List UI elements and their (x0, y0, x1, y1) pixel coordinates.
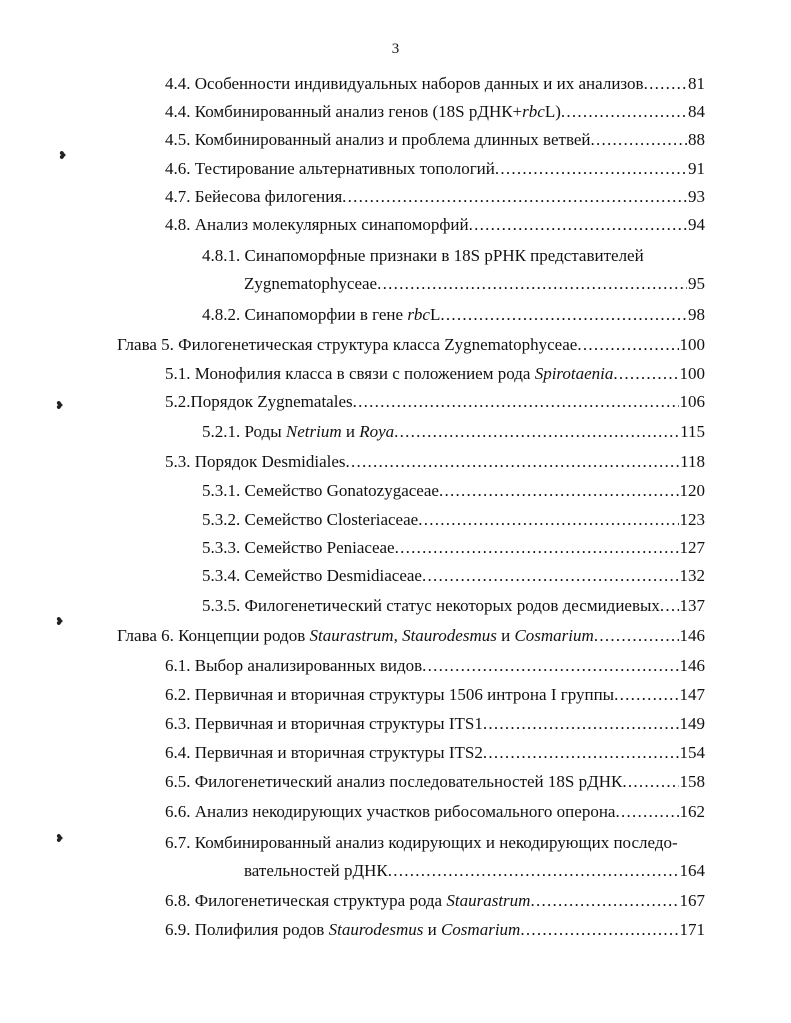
toc-title-part: 5.3. Порядок Desmidiales (165, 452, 346, 471)
toc-title-part: 4.8. Анализ молекулярных синапоморфий (165, 215, 469, 234)
toc-title-part: 6.6. Анализ некодирующих участков рибосомального оперона (165, 802, 616, 821)
toc-entry (202, 508, 705, 532)
toc-entry (165, 390, 705, 414)
dot-leader (530, 889, 678, 913)
toc-entry-title (165, 100, 561, 124)
toc-title-part: 5.3.3. Семейство Peniaceae (202, 538, 395, 557)
toc-title-part: 4.8.1. Синапоморфные признаки в 18S рРНК представителей (202, 246, 644, 265)
toc-page-number: 94 (688, 215, 705, 234)
toc-page-number: 171 (679, 920, 705, 939)
toc-title-part: 6.2. Первичная и вторичная структуры 1506 интрона I группы (165, 685, 615, 704)
toc-entry (117, 624, 705, 648)
toc-page-number: 100 (679, 364, 705, 383)
toc-title-part: 4.6. Тестирование альтернативных топологий (165, 159, 495, 178)
toc-title-part: 5.3.2. Семейство Closteriaceae (202, 510, 419, 529)
dot-leader (422, 654, 678, 678)
dot-leader (615, 800, 678, 824)
toc-entry (165, 362, 705, 386)
toc-page-number: 127 (679, 538, 705, 557)
toc-entry-title (117, 333, 577, 357)
toc-entry (165, 889, 705, 913)
toc-entry-title (202, 536, 395, 560)
toc-title-part: и (496, 626, 515, 645)
toc-page-number: 149 (679, 714, 705, 733)
toc-entry (202, 594, 705, 618)
toc-title-part: 6.9. Полифилия родов (165, 920, 329, 939)
toc-page-number: 88 (688, 130, 705, 149)
toc-entry (117, 333, 705, 357)
toc-entry (165, 712, 705, 736)
toc-entry (244, 859, 705, 883)
margin-mark-3: ❥ (55, 616, 65, 628)
toc-page-number: 106 (679, 392, 705, 411)
dot-leader (660, 594, 679, 618)
toc-entry-title (165, 831, 678, 855)
toc-title-part: 6.5. Филогенетический анализ последовательностей 18S рДНК (165, 772, 623, 791)
dot-leader (469, 213, 687, 237)
toc-entry (165, 128, 705, 152)
toc-entry-title (165, 157, 495, 181)
toc-entry-title (244, 859, 388, 883)
toc-entry (202, 244, 644, 268)
dot-leader (495, 157, 687, 181)
toc-title-part: 5.3.5. Филогенетический статус некоторых родов десмидиевых (202, 596, 660, 615)
toc-title-part: Staurodesmus (402, 626, 497, 645)
toc-page-number: 147 (679, 685, 705, 704)
toc-page-number: 167 (679, 891, 705, 910)
toc-entry-title (165, 213, 469, 237)
toc-title-part: Spirotaenia (534, 364, 614, 383)
toc-entry-title (202, 564, 422, 588)
toc-title-part: 6.8. Филогенетическая структура рода (165, 891, 447, 910)
toc-page-number: 100 (679, 335, 705, 354)
toc-entry (165, 654, 705, 678)
toc-entry (165, 800, 705, 824)
toc-title-part: Staurodesmus (328, 920, 424, 939)
toc-page-number: 164 (679, 861, 705, 880)
toc-entry-title (165, 918, 520, 942)
toc-page-number: 115 (680, 422, 705, 441)
toc-entry-title (165, 185, 342, 209)
toc-entry-title (244, 272, 377, 296)
toc-entry (202, 479, 705, 503)
dot-leader (613, 362, 678, 386)
toc-title-part: Zygnematophyceae (244, 274, 378, 293)
dot-leader (644, 72, 687, 96)
toc-title-part: Глава 6. Концепции родов (117, 626, 310, 645)
toc-title-part: 5.1. Монофилия класса в связи с положением рода (165, 364, 535, 383)
toc-title-part: 5.2.Порядок Zygnematales (165, 392, 353, 411)
toc-title-part: rbc (407, 305, 430, 324)
dot-leader (418, 508, 678, 532)
margin-mark-1: ❥ (58, 150, 68, 162)
toc-page-number: 132 (679, 566, 705, 585)
dot-leader (346, 450, 680, 474)
dot-leader (591, 128, 687, 152)
toc-title-part: , (393, 626, 403, 645)
dot-leader (439, 479, 679, 503)
dot-leader (622, 770, 678, 794)
toc-title-part: 4.7. Бейесова филогения (165, 187, 343, 206)
toc-entry (165, 741, 705, 765)
toc-entry (165, 157, 705, 181)
toc-title-part: Roya (359, 422, 395, 441)
toc-title-part: 6.1. Выбор анализированных видов (165, 656, 423, 675)
dot-leader (577, 333, 678, 357)
toc-title-part: 4.4. Комбинированный анализ генов (18S рДНК+ (165, 102, 523, 121)
toc-title-part: 4.5. Комбинированный анализ и проблема длинных ветвей (165, 130, 591, 149)
toc-entry-title (165, 683, 614, 707)
toc-title-part: Cosmarium (514, 626, 594, 645)
toc-entry-title (165, 770, 622, 794)
toc-entry-title (165, 450, 346, 474)
toc-page-number: 146 (679, 626, 705, 645)
toc-entry (202, 536, 705, 560)
toc-title-part: 5.3.4. Семейство Desmidiaceae (202, 566, 422, 585)
toc-entry-title (202, 594, 660, 618)
toc-title-part: 6.4. Первичная и вторичная структуры ITS2 (165, 743, 483, 762)
toc-entry-title (202, 479, 439, 503)
toc-entry-title (165, 128, 591, 152)
toc-entry-title (202, 244, 644, 268)
toc-page-number: 84 (688, 102, 705, 121)
toc-entry (202, 564, 705, 588)
page-number: 3 (391, 41, 400, 57)
toc-entry-title (165, 800, 615, 824)
toc-page-number: 93 (688, 187, 705, 206)
dot-leader (353, 390, 679, 414)
toc-entry-title (165, 654, 422, 678)
toc-entry (165, 185, 705, 209)
toc-entry-title (165, 712, 483, 736)
toc-page-number: 146 (679, 656, 705, 675)
dot-leader (342, 185, 687, 209)
margin-mark-4: ❥ (55, 833, 65, 845)
toc-page-number: 81 (688, 74, 705, 93)
toc-title-part: 5.2.1. Роды (202, 422, 286, 441)
toc-title-part: L (429, 305, 441, 324)
toc-entry (165, 100, 705, 124)
toc-page-number: 95 (688, 274, 705, 293)
toc-title-part: Staurastrum (309, 626, 394, 645)
toc-title-part: 5.3.1. Семейство Gonatozygaceae (202, 481, 439, 500)
toc-entry (165, 918, 705, 942)
margin-mark-2: ❥ (55, 400, 65, 412)
toc-entry (165, 72, 705, 96)
dot-leader (395, 536, 679, 560)
toc-entry-title (165, 72, 644, 96)
toc-entry (165, 831, 678, 855)
dot-leader (377, 272, 687, 296)
toc-title-part: Staurastrum (446, 891, 531, 910)
dot-leader (422, 564, 679, 588)
toc-entry-title (117, 624, 594, 648)
toc-page-number: 118 (680, 452, 705, 471)
toc-page-number: 120 (679, 481, 705, 500)
toc-entry (165, 213, 705, 237)
toc-entry-title (165, 362, 613, 386)
toc-title-part: Netrium (285, 422, 342, 441)
toc-title-part: вательностей рДНК (244, 861, 388, 880)
dot-leader (614, 683, 678, 707)
dot-leader (520, 918, 678, 942)
toc-entry (165, 770, 705, 794)
toc-page-number: 154 (679, 743, 705, 762)
toc-entry-title (202, 303, 440, 327)
toc-entry-title (165, 889, 530, 913)
toc-entry (244, 272, 705, 296)
dot-leader (483, 741, 679, 765)
toc-title-part: и (423, 920, 441, 939)
toc-entry-title (202, 420, 394, 444)
toc-title-part: 6.3. Первичная и вторичная структуры ITS1 (165, 714, 483, 733)
toc-title-part: rbc (522, 102, 545, 121)
toc-page-number: 137 (679, 596, 705, 615)
dot-leader (483, 712, 679, 736)
dot-leader (394, 420, 679, 444)
dot-leader (561, 100, 687, 124)
dot-leader (440, 303, 687, 327)
toc-entry-title (165, 390, 353, 414)
toc-entry-title (165, 741, 483, 765)
toc-entry (165, 683, 705, 707)
toc-entry (165, 450, 705, 474)
toc-page-number: 91 (688, 159, 705, 178)
toc-page-number: 98 (688, 305, 705, 324)
toc-page-number: 123 (679, 510, 705, 529)
toc-title-part: 4.4. Особенности индивидуальных наборов данных и их анализов (165, 74, 644, 93)
toc-page-number: 158 (679, 772, 705, 791)
toc-title-part: L) (544, 102, 561, 121)
toc-title-part: и (341, 422, 360, 441)
toc-title-part: Глава 5. Филогенетическая структура класса Zygnematophyceae (117, 335, 578, 354)
toc-title-part: 4.8.2. Синапоморфии в гене (202, 305, 408, 324)
toc-title-part: Cosmarium (440, 920, 521, 939)
toc-title-part: 6.7. Комбинированный анализ кодирующих и некодирующих последо- (165, 833, 678, 852)
toc-entry (202, 303, 705, 327)
dot-leader (594, 624, 679, 648)
toc-entry (202, 420, 705, 444)
dot-leader (388, 859, 679, 883)
toc-entry-title (202, 508, 418, 532)
toc-page-number: 162 (679, 802, 705, 821)
